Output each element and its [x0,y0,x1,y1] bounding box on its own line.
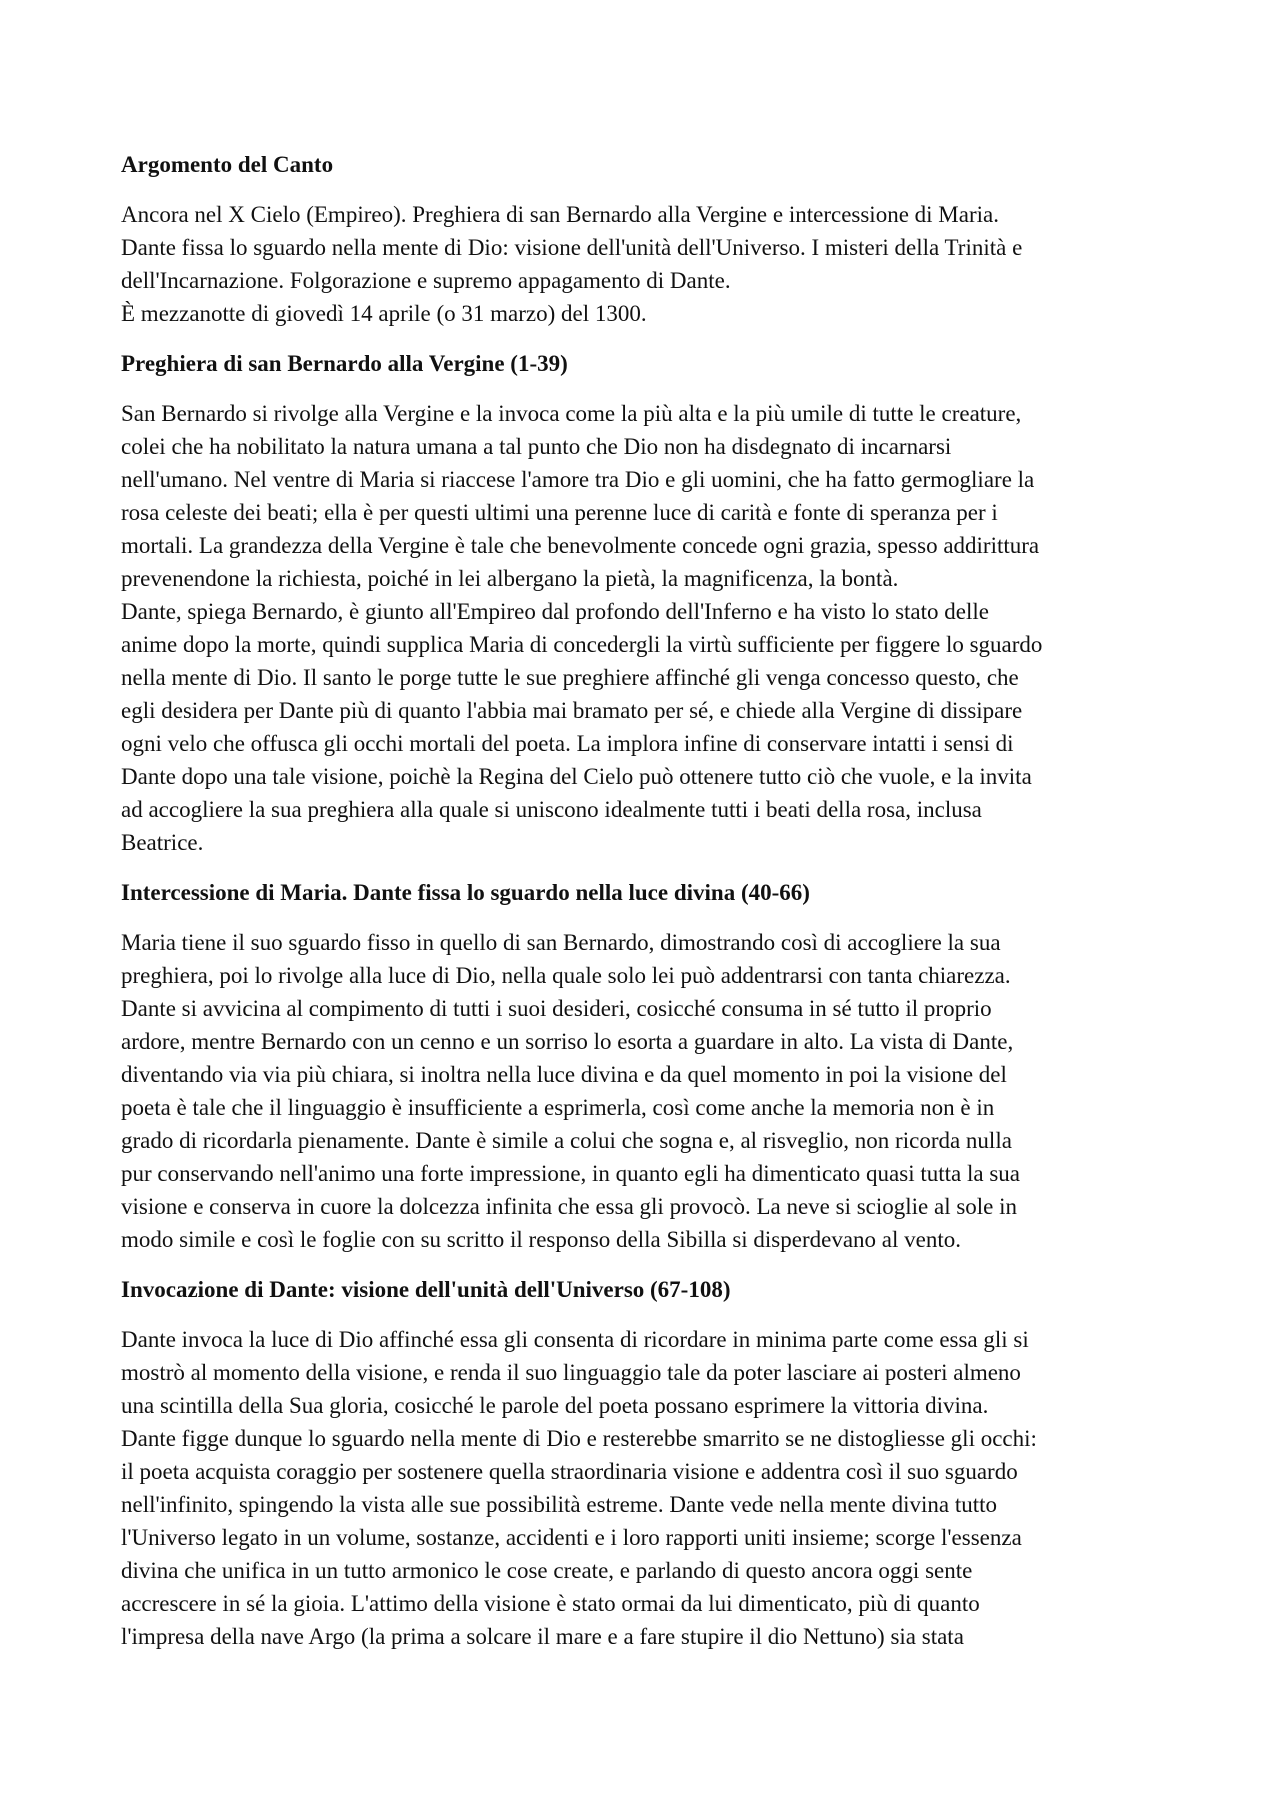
text-line: grado di ricordarla pienamente. Dante è simile a colui che sogna e, al risveglio, non ricorda nulla [121,1128,1012,1153]
section-heading: Argomento del Canto [121,152,334,177]
text-line: il poeta acquista coraggio per sostenere quella straordinaria visione e addentra così il suo sguardo [121,1459,1018,1484]
section-argomento [121,148,1173,330]
section-invocazione [121,1273,1173,1653]
text-line: Ancora nel X Cielo (Empireo). Preghiera di san Bernardo alla Vergine e intercessione di Maria. [121,202,999,227]
text-line: modo simile e così le foglie con su scritto il responso della Sibilla si disperdevano al vento. [121,1227,961,1252]
text-line: Dante invoca la luce di Dio affinché essa gli consenta di ricordare in minima parte come essa gli si [121,1327,1029,1352]
section-heading: Invocazione di Dante: visione dell'unità dell'Universo (67-108) [121,1277,731,1302]
text-line: Maria tiene il suo sguardo fisso in quello di san Bernardo, dimostrando così di accogliere la sua [121,930,1001,955]
text-line: ardore, mentre Bernardo con un cenno e un sorriso lo esorta a guardare in alto. La vista di Dante, [121,1029,1014,1054]
text-line: mortali. La grandezza della Vergine è tale che benevolmente concede ogni grazia, spesso addirittura [121,533,1040,558]
text-line: accrescere in sé la gioia. L'attimo della visione è stato ormai da lui dimenticato, più di quanto [121,1591,980,1616]
text-line: San Bernardo si rivolge alla Vergine e la invoca come la più alta e la più umile di tutte le creature, [121,401,1022,426]
section-intercessione [121,876,1173,1256]
text-line: nell'infinito, spingendo la vista alle sue possibilità estreme. Dante vede nella mente divina tutto [121,1492,998,1517]
text-line: divina che unifica in un tutto armonico le cose create, e parlando di questo ancora oggi sente [121,1558,973,1583]
text-line: ad accogliere la sua preghiera alla quale si uniscono idealmente tutti i beati della rosa, inclusa [121,797,982,822]
text-line: rosa celeste dei beati; ella è per questi ultimi una perenne luce di carità e fonte di speranza per i [121,500,998,525]
text-line: Dante figge dunque lo sguardo nella mente di Dio e resterebbe smarrito se ne distogliesse gli occhi: [121,1426,1037,1451]
text-line: diventando via via più chiara, si inoltra nella luce divina e da quel momento in poi la visione del [121,1062,1007,1087]
section-heading: Preghiera di san Bernardo alla Vergine (1-39) [121,351,568,376]
text-line: prevenendone la richiesta, poiché in lei albergano la pietà, la magnificenza, la bontà. [121,566,899,591]
text-line: mostrò al momento della visione, e renda il suo linguaggio tale da poter lasciare ai posteri almeno [121,1360,1021,1385]
text-line: Dante, spiega Bernardo, è giunto all'Empireo dal profondo dell'Inferno e ha visto lo stato delle [121,599,989,624]
text-line: Dante dopo una tale visione, poichè la Regina del Cielo può ottenere tutto ciò che vuole, e la invita [121,764,1032,789]
section-paragraph [121,397,1173,859]
section-paragraph [121,926,1173,1256]
section-heading: Intercessione di Maria. Dante fissa lo sguardo nella luce divina (40-66) [121,880,810,905]
text-line: nell'umano. Nel ventre di Maria si riaccese l'amore tra Dio e gli uomini, che ha fatto germogliare la [121,467,1035,492]
section-paragraph [121,1323,1173,1653]
text-line: Dante si avvicina al compimento di tutti i suoi desideri, cosicché consuma in sé tutto il proprio [121,996,992,1021]
section-paragraph [121,198,1173,330]
section-preghiera [121,347,1173,859]
text-line: l'impresa della nave Argo (la prima a solcare il mare e a fare stupire il dio Nettuno) sia stata [121,1624,964,1649]
text-line: pur conservando nell'animo una forte impressione, in quanto egli ha dimenticato quasi tutta la sua [121,1161,1020,1186]
text-line: colei che ha nobilitato la natura umana a tal punto che Dio non ha disdegnato di incarnarsi [121,434,952,459]
text-line: nella mente di Dio. Il santo le porge tutte le sue preghiere affinché gli venga concesso questo, che [121,665,1019,690]
text-line: visione e conserva in cuore la dolcezza infinita che essa gli provocò. La neve si scioglie al sole in [121,1194,1018,1219]
text-line: anime dopo la morte, quindi supplica Maria di concedergli la virtù sufficiente per figgere lo sguardo [121,632,1043,657]
text-line: Dante fissa lo sguardo nella mente di Dio: visione dell'unità dell'Universo. I misteri della Trinità e [121,235,1023,260]
text-line: preghiera, poi lo rivolge alla luce di Dio, nella quale solo lei può addentrarsi con tanta chiarezza. [121,963,1011,988]
text-line: poeta è tale che il linguaggio è insufficiente a esprimerla, così come anche la memoria non è in [121,1095,995,1120]
text-line: l'Universo legato in un volume, sostanze, accidenti e i loro rapporti uniti insieme; scorge l'essenza [121,1525,1022,1550]
text-line: ogni velo che offusca gli occhi mortali del poeta. La implora infine di conservare intatti i sensi di [121,731,1014,756]
document-page [121,148,1173,1670]
text-line: una scintilla della Sua gloria, cosicché le parole del poeta possano esprimere la vittoria divina. [121,1393,989,1418]
text-line: Beatrice. [121,830,204,855]
text-line: egli desidera per Dante più di quanto l'abbia mai bramato per sé, e chiede alla Vergine di dissipare [121,698,1023,723]
text-line: dell'Incarnazione. Folgorazione e supremo appagamento di Dante. [121,268,731,293]
text-line: È mezzanotte di giovedì 14 aprile (o 31 marzo) del 1300. [121,301,647,326]
